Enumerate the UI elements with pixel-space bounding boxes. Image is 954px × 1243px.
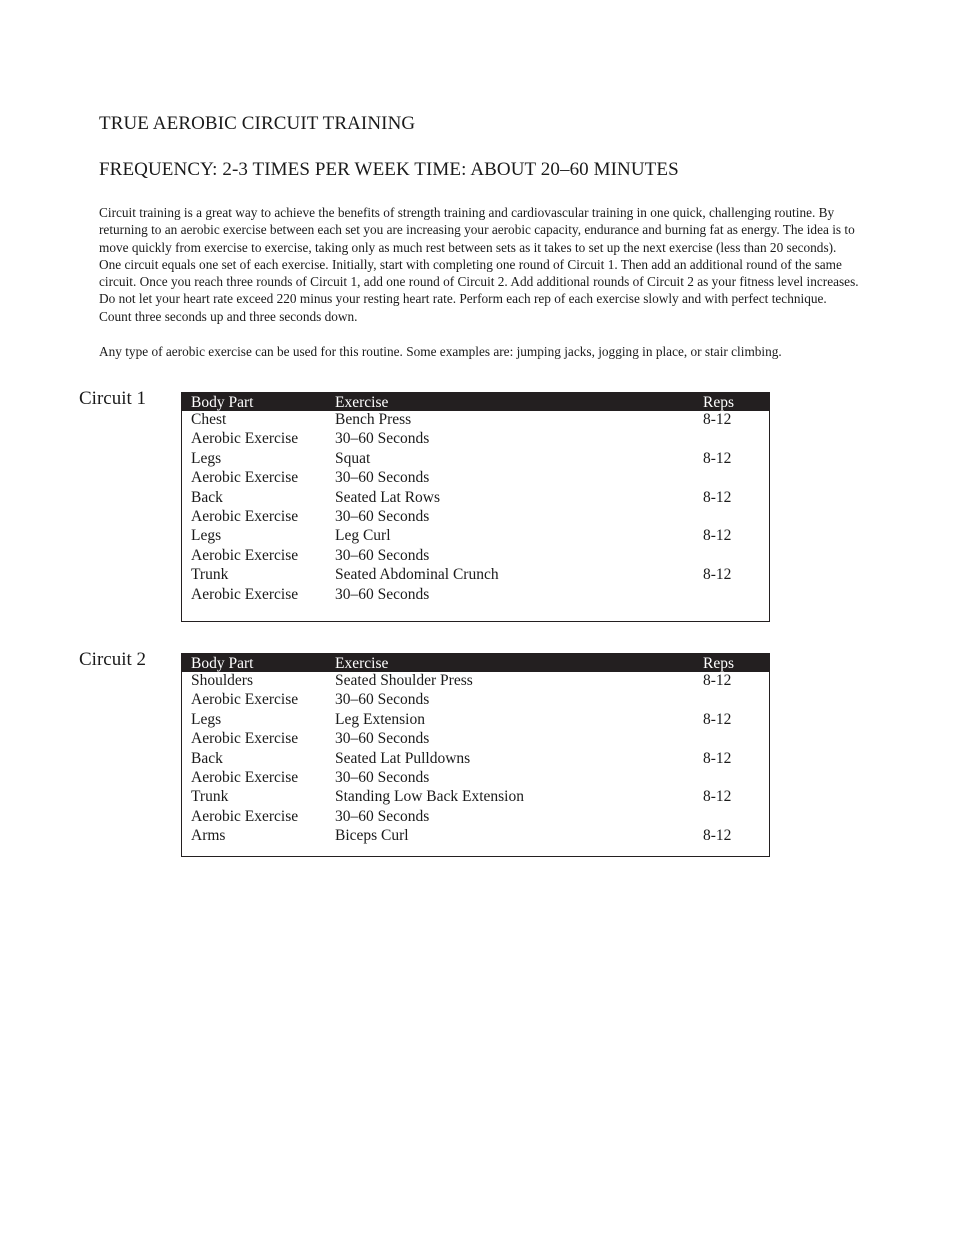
circuit-2-label: Circuit 2 <box>79 649 147 670</box>
reps-cell: 8-12 <box>703 710 732 728</box>
body-part-cell: Back <box>191 749 223 767</box>
body-part-cell: Shoulders <box>191 672 253 689</box>
table-row <box>182 586 769 605</box>
circuit-1-table <box>181 392 770 622</box>
exercise-cell: Bench Press <box>335 411 412 428</box>
body-part-cell: Aerobic Exercise <box>191 730 299 748</box>
table-row <box>182 672 769 691</box>
exercise-cell: 30–60 Seconds <box>335 807 430 825</box>
circuit-1-label: Circuit 1 <box>79 388 147 409</box>
intro-paragraph: Circuit training is a great way to achieve the benefits of strength training and cardiovascular training in one quick, challenging routine. By returning to an aerobic exercise between each set you are increasing your aerobic capacity, endurance and burning fat as energy. The idea is to move quickly from exercise to exercise, taking only as much rest between sets as it takes to set up the next exercise (less than 20 seconds). One circuit equals one set of each exercise. Initially, start with completing one round of Circuit 1. Then add an additional round of the same circuit. Once you reach three rounds of Circuit 1, add one round of Circuit 2. Add additional rounds of Circuit 2 as your fitness level increases. Do not let your heart rate exceed 220 minus your resting heart rate. Perform each rep of each exercise slowly and with perfect technique. Count three seconds up and three seconds down. <box>99 205 859 324</box>
reps-cell: 8-12 <box>703 788 732 806</box>
exercise-cell: Seated Lat Rows <box>335 488 441 506</box>
page-title: TRUE AEROBIC CIRCUIT TRAINING <box>99 113 416 134</box>
body-part-cell: Legs <box>191 449 222 467</box>
body-part-cell: Chest <box>191 411 227 428</box>
table-row <box>182 788 769 807</box>
table-row <box>182 411 769 430</box>
table-row <box>182 711 769 730</box>
table-header <box>182 393 769 411</box>
circuit-2-table <box>181 653 770 857</box>
reps-cell: 8-12 <box>703 488 732 506</box>
exercise-cell: Leg Extension <box>335 710 425 728</box>
body-part-cell: Aerobic Exercise <box>191 585 299 603</box>
exercise-cell: 30–60 Seconds <box>335 430 430 448</box>
header-exercise: Exercise <box>335 655 389 672</box>
exercise-cell: Leg Curl <box>335 527 391 545</box>
body-part-cell: Aerobic Exercise <box>191 691 299 709</box>
exercise-cell: Seated Abdominal Crunch <box>335 566 499 584</box>
body-part-cell: Aerobic Exercise <box>191 546 299 564</box>
body-part-cell: Legs <box>191 527 222 545</box>
body-part-cell: Back <box>191 488 223 506</box>
exercise-cell: Biceps Curl <box>335 827 409 845</box>
body-part-cell: Aerobic Exercise <box>191 507 299 525</box>
reps-cell: 8-12 <box>703 411 732 428</box>
table-row <box>182 730 769 749</box>
table-row <box>182 827 769 846</box>
body-part-cell: Aerobic Exercise <box>191 807 299 825</box>
examples-paragraph: Any type of aerobic exercise can be used for this routine. Some examples are: jumping jacks, jogging in place, or stair climbing. <box>99 344 782 359</box>
table-row <box>182 469 769 488</box>
exercise-cell: Seated Shoulder Press <box>335 672 473 689</box>
exercise-cell: 30–60 Seconds <box>335 730 430 748</box>
exercise-cell: 30–60 Seconds <box>335 585 430 603</box>
body-part-cell: Aerobic Exercise <box>191 430 299 448</box>
table-row <box>182 808 769 827</box>
header-exercise: Exercise <box>335 394 389 411</box>
reps-cell: 8-12 <box>703 527 732 545</box>
table-row <box>182 750 769 769</box>
table-row <box>182 450 769 469</box>
exercise-cell: 30–60 Seconds <box>335 691 430 709</box>
table-row <box>182 527 769 546</box>
reps-cell: 8-12 <box>703 449 732 467</box>
header-body-part: Body Part <box>191 394 254 411</box>
body-part-cell: Trunk <box>191 788 229 806</box>
table-row <box>182 769 769 788</box>
reps-cell: 8-12 <box>703 566 732 584</box>
table-row <box>182 547 769 566</box>
reps-cell: 8-12 <box>703 672 732 689</box>
exercise-cell: 30–60 Seconds <box>335 768 430 786</box>
page-subtitle: FREQUENCY: 2-3 TIMES PER WEEK TIME: ABOUT 20–60 MINUTES <box>99 159 679 180</box>
reps-cell: 8-12 <box>703 827 732 845</box>
exercise-cell: Standing Low Back Extension <box>335 788 524 806</box>
table-row <box>182 489 769 508</box>
body-part-cell: Aerobic Exercise <box>191 469 299 487</box>
header-reps: Reps <box>703 655 734 672</box>
exercise-cell: Squat <box>335 449 371 467</box>
body-part-cell: Trunk <box>191 566 229 584</box>
reps-cell: 8-12 <box>703 749 732 767</box>
body-part-cell: Legs <box>191 710 222 728</box>
table-row <box>182 691 769 710</box>
header-body-part: Body Part <box>191 655 254 672</box>
table-row <box>182 566 769 585</box>
table-row <box>182 508 769 527</box>
exercise-cell: 30–60 Seconds <box>335 469 430 487</box>
exercise-cell: Seated Lat Pulldowns <box>335 749 471 767</box>
exercise-cell: 30–60 Seconds <box>335 507 430 525</box>
table-row <box>182 430 769 449</box>
table-header <box>182 654 769 672</box>
header-reps: Reps <box>703 394 734 411</box>
body-part-cell: Arms <box>191 827 226 845</box>
exercise-cell: 30–60 Seconds <box>335 546 430 564</box>
body-part-cell: Aerobic Exercise <box>191 768 299 786</box>
